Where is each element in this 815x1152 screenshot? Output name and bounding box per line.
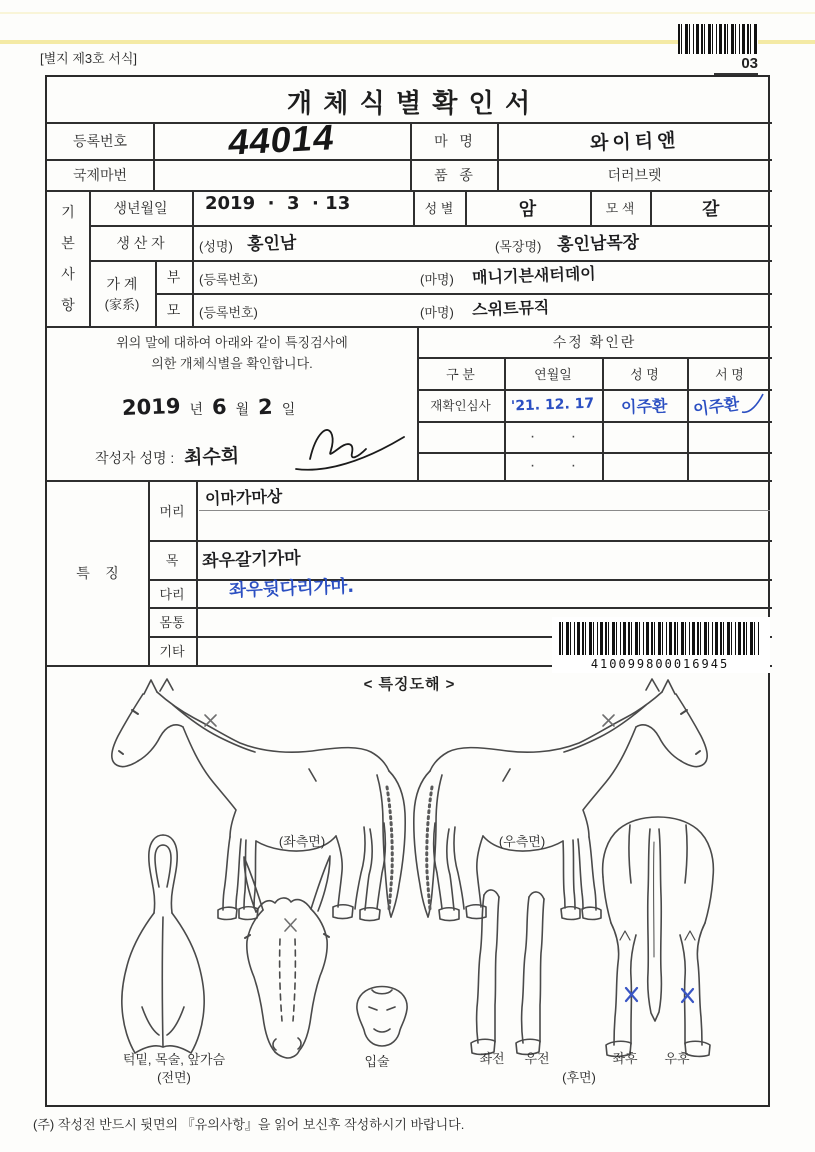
id-barcode-number: 410099800016945 [590, 657, 730, 671]
producer-label: 생 산 자 [116, 234, 165, 251]
revision-col-name: 성 명 [630, 366, 659, 382]
breed-label: 품 종 [434, 166, 473, 183]
grid-line [192, 190, 194, 326]
feature-diagram [47, 677, 772, 1107]
coat-color-value: 갈 [701, 198, 721, 220]
left-view-caption: (좌측면) [278, 834, 326, 849]
producer-name-value: 홍인남 [246, 233, 297, 255]
reg-no-handwriting: 44014 [226, 116, 338, 163]
intl-no-value [153, 159, 410, 190]
dam-regno-paren: (등록번호) [199, 305, 258, 320]
right-hind-leg-caption: 우후 [664, 1051, 690, 1066]
revision-empty-date: · · [529, 427, 577, 445]
feature-label-legs: 다리 [159, 586, 185, 602]
sire-label: 부 [166, 268, 181, 285]
sire-name-paren: (마명) [420, 272, 454, 287]
horse-right-side-view [414, 679, 707, 921]
writer-name: 최수희 [183, 445, 240, 469]
grid-line [148, 607, 772, 609]
statement-line2: 의한 개체식별을 확인합니다. [151, 355, 313, 371]
feature-label-head: 머리 [159, 503, 185, 519]
top-barcode [678, 24, 758, 54]
horse-left-side-view [112, 679, 405, 921]
intl-no-label: 국제마번 [72, 166, 128, 183]
revision-col-type: 구 분 [446, 366, 475, 382]
rear-view [603, 817, 714, 1056]
writer-row [95, 442, 239, 469]
grid-line [155, 293, 772, 295]
rear-view-caption: (후면) [562, 1069, 596, 1085]
grid-line [148, 540, 772, 542]
left-front-leg-caption: 좌전 [479, 1051, 505, 1066]
basic-section-label: 기본사항 [61, 204, 75, 313]
id-barcode [559, 622, 761, 655]
coat-color-label: 모 색 [605, 201, 635, 216]
writer-label: 작성자 성명 : [95, 450, 175, 466]
diagram-title: < 특징도해 > [363, 675, 456, 693]
muzzle-view [357, 987, 407, 1047]
farm-name-value: 홍인남목장 [556, 232, 640, 256]
front-caption: 턱밑, 목술, 앞가슴 [122, 1051, 226, 1067]
identification-form [45, 75, 770, 1107]
id-barcode-sticker [552, 617, 770, 673]
dam-label: 모 [166, 301, 181, 318]
dam-name-paren: (마명) [420, 305, 454, 320]
reg-no-label: 등록번호 [72, 132, 128, 149]
form-title: 개 체 식 별 확 인 서 [286, 87, 533, 118]
revision-row-signature: 이주환 [687, 389, 772, 421]
features-section-label: 특 징 [76, 564, 119, 581]
revision-row-name: 이주환 [621, 395, 669, 417]
hindleg-whorl-mark-right [682, 989, 693, 1002]
sire-regno-paren: (등록번호) [199, 272, 258, 287]
lips-caption: 입술 [364, 1053, 390, 1069]
birth-date-value: 2019 · 3 · 13 [205, 193, 351, 214]
revision-row-date: '21. 12. 17 [511, 395, 595, 415]
sire-name-value: 매니기븐새터데이 [471, 263, 596, 288]
writing-line [199, 510, 770, 511]
form-tag: [별지 제3호 서식] [40, 51, 138, 66]
breed-value: 더러브렛 [607, 166, 662, 183]
writer-signature [292, 415, 412, 477]
feature-value-neck: 좌우갈기가마 [201, 548, 301, 572]
sex-label: 성 별 [424, 201, 454, 216]
right-view-caption: (우측면) [498, 834, 546, 849]
lineage-label: 가 계 (家系) [104, 275, 140, 312]
revision-col-date: 연월일 [534, 366, 572, 382]
revision-row-type: 재확인심사 [430, 399, 491, 413]
reg-no-value [153, 116, 410, 163]
revision-col-sign: 서 명 [715, 366, 744, 382]
feature-value-head: 이마가마상 [204, 486, 283, 509]
feature-label-body: 몸통 [159, 615, 185, 630]
revision-empty-date: · · [529, 457, 577, 474]
birth-date-label: 생년월일 [113, 199, 168, 216]
neck-whorl-mark [205, 715, 216, 726]
feature-value-legs: 좌우뒷다리가마. [228, 576, 355, 602]
page-number: 03 [714, 55, 758, 75]
statement-line1: 위의 말에 대하여 아래와 같이 특징검사에 [116, 334, 348, 350]
horse-name-label: 마 명 [434, 132, 473, 149]
revision-table-title: 수정 확인란 [552, 333, 637, 350]
left-hind-leg-caption: 좌후 [612, 1051, 638, 1066]
sex-value: 암 [518, 198, 537, 220]
grid-line [196, 480, 198, 665]
front-view-caption: (전면) [157, 1069, 191, 1085]
feature-label-neck: 목 [165, 553, 179, 568]
front-legs-view [471, 890, 544, 1054]
forehead-whorl-mark [285, 919, 296, 931]
feature-label-etc: 기타 [159, 644, 185, 659]
producer-name-paren: (성명) [199, 239, 233, 254]
footer-note: (주) 작성전 반드시 뒷면의 『유의사항』을 읽어 보신후 작성하시기 바랍니다. [33, 1117, 465, 1132]
horse-name-value: 와이티앤 [589, 129, 680, 155]
front-head-view [244, 856, 330, 1058]
confirmation-date: 2019 년 6 월 2 일 [121, 393, 296, 421]
right-front-leg-caption: 우전 [524, 1051, 550, 1066]
farm-name-paren: (목장명) [495, 239, 542, 254]
front-neck-view [122, 835, 204, 1053]
dam-name-value: 스위트뮤직 [471, 297, 550, 320]
signature-flourish [740, 392, 766, 418]
scan-artifact-line [0, 12, 815, 14]
